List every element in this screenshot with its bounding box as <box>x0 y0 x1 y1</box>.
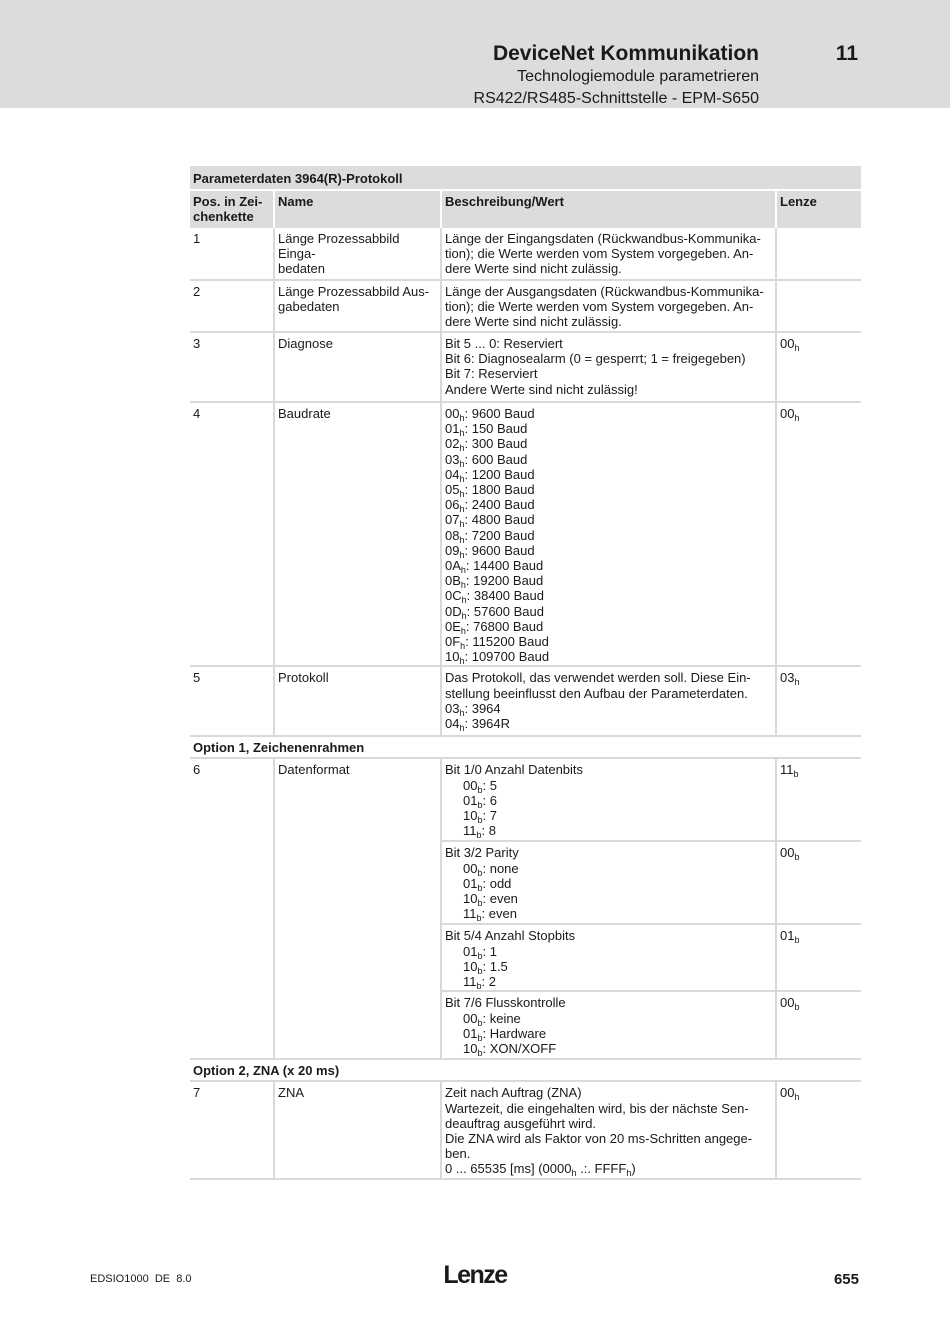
value-text: : 115200 Baud <box>465 634 549 650</box>
lenze-value-subscript: b <box>794 1002 800 1013</box>
value-item <box>445 1041 772 1059</box>
section-title: Technologiemodule parametrieren <box>517 68 759 85</box>
value-text: : 1 <box>482 943 497 959</box>
value-code: 11 <box>463 906 477 922</box>
section-label: Option 1, Zeichenenrahmen <box>190 736 861 758</box>
lenze-value: 00 <box>780 1085 795 1101</box>
value-code: 10 <box>463 958 478 974</box>
value-text: : odd <box>482 875 512 891</box>
value-code-subscript: h <box>460 641 466 652</box>
value-code: 04 <box>445 716 460 732</box>
value-item <box>445 467 772 482</box>
value-code: 10 <box>463 891 478 907</box>
chapter-title: DeviceNet Kommunikation <box>492 42 759 65</box>
value-code-subscript: b <box>477 965 483 976</box>
value-text: : even <box>482 891 518 907</box>
value-text: : 9600 Baud <box>464 542 535 558</box>
page-number: 655 <box>833 1271 859 1288</box>
range-subscript: h <box>571 1168 577 1179</box>
value-text: : 109700 Baud <box>464 649 550 665</box>
value-text: : 1800 Baud <box>464 482 535 498</box>
value-text: : 1200 Baud <box>464 466 535 482</box>
value-item <box>445 497 772 515</box>
lenze-logo <box>437 1262 513 1290</box>
cell-name <box>274 228 441 280</box>
value-code-subscript: h <box>459 458 465 469</box>
cell-pos: 4 <box>190 402 274 666</box>
section-label: Option 2, ZNA (x 20 ms) <box>190 1059 861 1081</box>
value-item <box>445 588 772 606</box>
lenze-value-subscript: h <box>794 1092 800 1103</box>
value-text: : none <box>482 860 519 876</box>
value-code-subscript: h <box>461 595 467 606</box>
value-item <box>445 891 772 909</box>
cell-text: gabedaten <box>278 299 340 315</box>
lenze-value-subscript: h <box>794 343 800 353</box>
value-text: : 2400 Baud <box>464 497 535 513</box>
value-code-subscript: h <box>459 504 465 515</box>
cell-description <box>441 1081 776 1179</box>
lenze-value: 00 <box>780 995 795 1011</box>
value-code: 0D <box>445 603 462 619</box>
value-code: 10 <box>463 808 478 824</box>
cell-pos: 6 <box>190 758 274 1059</box>
lenze-value: 00 <box>780 336 795 351</box>
cell-text: Die ZNA wird als Faktor von 20 ms-Schritten angege- <box>445 1131 753 1147</box>
cell-pos: 7 <box>190 1081 274 1179</box>
table-row <box>190 280 861 332</box>
table-caption-row <box>190 166 861 190</box>
value-text: : 7 <box>482 808 497 824</box>
value-item <box>445 436 772 454</box>
value-item <box>445 634 772 652</box>
value-code-subscript: b <box>476 981 482 992</box>
value-text: : 3964R <box>464 716 511 732</box>
value-code: 01 <box>463 943 478 959</box>
value-text: : 5 <box>482 777 497 793</box>
lenze-value: 11 <box>780 762 794 778</box>
value-item <box>445 876 772 891</box>
cell-text: Wartezeit, die eingehalten wird, bis der nächste Sen- <box>445 1100 749 1116</box>
cell-lenze <box>776 758 861 841</box>
value-code: 00 <box>463 777 478 793</box>
value-code-subscript: b <box>476 913 482 924</box>
cell-text: Bit 6: Diagnosealarm (0 = gesperrt; 1 = freigegeben) <box>445 351 746 367</box>
cell-lenze <box>776 332 861 402</box>
value-text: : 38400 Baud <box>466 588 544 604</box>
value-item <box>445 421 772 439</box>
value-code-subscript: h <box>459 473 465 484</box>
bit-field-title: Bit 1/0 Anzahl Datenbits <box>445 762 584 778</box>
cell-lenze <box>776 991 861 1059</box>
cell-text: stellung beeinflusst den Aufbau der Parameterdaten. <box>445 685 748 701</box>
value-item <box>445 528 772 543</box>
value-code-subscript: b <box>477 815 483 826</box>
value-text: : 9600 Baud <box>464 406 535 421</box>
subsection-title: RS422/RS485-Schnittstelle - EPM-S650 <box>473 90 759 107</box>
lenze-value-subscript: b <box>794 852 800 863</box>
cell-lenze <box>776 666 861 736</box>
value-code-subscript: h <box>459 707 465 718</box>
cell-text: Länge Prozessabbild Einga- <box>278 231 400 262</box>
value-code: 03 <box>445 451 460 467</box>
value-code: 01 <box>463 792 478 808</box>
value-item <box>445 716 772 734</box>
value-text: : 2 <box>481 974 496 990</box>
cell-text: dere Werte sind nicht zulässig. <box>445 261 622 277</box>
value-text: : 19200 Baud <box>465 573 544 589</box>
cell-description <box>441 991 776 1059</box>
value-code-subscript: h <box>460 625 466 636</box>
value-code: 0A <box>445 558 461 574</box>
value-code: 03 <box>445 700 460 716</box>
value-item <box>445 1026 772 1041</box>
range-text: 0 ... 65535 [ms] (0000 <box>445 1161 572 1177</box>
value-item <box>445 406 772 421</box>
bit-field-title: Bit 3/2 Parity <box>445 845 519 861</box>
cell-text: Bit 7: Reserviert <box>445 366 538 382</box>
value-code-subscript: h <box>459 656 465 667</box>
value-code-subscript: b <box>477 799 483 810</box>
value-code: 0F <box>445 634 461 650</box>
value-code-subscript: h <box>459 723 465 734</box>
value-text: : 7200 Baud <box>464 527 535 543</box>
value-item <box>445 604 772 619</box>
value-text: : XON/XOFF <box>482 1041 557 1057</box>
value-code: 00 <box>463 860 478 876</box>
table-row <box>190 666 861 736</box>
lenze-value-subscript: b <box>793 769 799 780</box>
lenze-value-subscript: h <box>794 677 800 688</box>
value-code: 10 <box>463 1041 478 1057</box>
value-item <box>445 543 772 558</box>
cell-description <box>441 280 776 332</box>
value-text: : 4800 Baud <box>464 512 535 528</box>
lenze-value-subscript: b <box>794 935 800 946</box>
value-item <box>445 944 772 959</box>
value-code-subscript: b <box>477 784 483 795</box>
lenze-value: 01 <box>780 928 795 944</box>
value-code: 05 <box>445 482 460 498</box>
value-code-subscript: h <box>459 549 465 560</box>
table-row <box>190 402 861 666</box>
value-code: 06 <box>445 497 460 513</box>
cell-pos: 1 <box>190 228 274 280</box>
cell-description <box>441 332 776 402</box>
value-code: 0C <box>445 588 462 604</box>
value-code-subscript: b <box>477 898 483 909</box>
value-code-subscript: h <box>459 413 465 423</box>
table-row <box>190 758 861 841</box>
value-text: : 14400 Baud <box>465 558 544 574</box>
value-text: : Hardware <box>482 1025 547 1041</box>
value-item <box>445 823 772 841</box>
cell-pos: 5 <box>190 666 274 736</box>
logo-text: Lenze <box>443 1262 507 1289</box>
value-item <box>445 808 772 826</box>
cell-lenze <box>776 280 861 332</box>
value-item <box>445 649 772 667</box>
parameter-table <box>190 166 861 1180</box>
cell-name: ZNA <box>274 1081 441 1179</box>
value-item <box>445 701 772 716</box>
column-header-name: Name <box>274 190 441 228</box>
cell-description <box>441 228 776 280</box>
table-row <box>190 228 861 280</box>
value-code-subscript: b <box>477 1017 483 1028</box>
value-code-subscript: h <box>460 580 466 591</box>
cell-lenze <box>776 841 861 924</box>
cell-text: Länge der Ausgangsdaten (Rückwandbus-Kommunika- <box>445 284 764 299</box>
value-text: : even <box>481 906 517 922</box>
value-code-subscript: h <box>459 489 465 500</box>
cell-text: Länge der Eingangsdaten (Rückwandbus-Kommunika- <box>445 231 761 246</box>
value-range <box>445 1161 772 1179</box>
value-code: 09 <box>445 542 460 558</box>
value-item <box>445 1011 772 1026</box>
value-item <box>445 959 772 974</box>
value-code-subscript: b <box>477 882 483 893</box>
cell-text: dere Werte sind nicht zulässig. <box>445 314 622 330</box>
cell-text: deauftrag ausgeführt wird. <box>445 1115 597 1131</box>
cell-name: Baudrate <box>274 402 441 666</box>
value-text: : 300 Baud <box>464 436 528 452</box>
value-code: 04 <box>445 466 460 482</box>
value-item <box>445 861 772 876</box>
table-section-row <box>190 1059 861 1081</box>
table-row <box>190 1081 861 1179</box>
value-code: 0E <box>445 618 461 634</box>
cell-description <box>441 924 776 991</box>
value-text: : 3964 <box>464 700 501 716</box>
value-code: 11 <box>463 823 477 839</box>
value-code: 0B <box>445 573 461 589</box>
cell-name: Protokoll <box>274 666 441 736</box>
lenze-value-subscript: h <box>794 413 800 423</box>
cell-description <box>441 841 776 924</box>
value-text: : 6 <box>482 792 497 808</box>
value-code-subscript: b <box>476 830 482 841</box>
lenze-value: 03 <box>780 670 795 686</box>
value-code: 00 <box>445 406 460 421</box>
value-item <box>445 558 772 576</box>
value-code-subscript: h <box>459 519 465 530</box>
value-code-subscript: h <box>461 610 467 621</box>
cell-name <box>274 280 441 332</box>
value-text: : keine <box>482 1010 521 1026</box>
value-text: : 1.5 <box>482 958 508 974</box>
value-text: : 8 <box>481 823 496 839</box>
value-item <box>445 482 772 500</box>
table-row <box>190 332 861 402</box>
cell-pos: 3 <box>190 332 274 402</box>
cell-lenze <box>776 1081 861 1179</box>
column-header-description: Beschreibung/Wert <box>441 190 776 228</box>
cell-name: Diagnose <box>274 332 441 402</box>
value-code-subscript: h <box>460 565 466 576</box>
cell-text: Das Protokoll, das verwendet werden soll. Diese Ein- <box>445 670 751 686</box>
value-item <box>445 906 772 924</box>
value-item <box>445 619 772 634</box>
cell-description <box>441 402 776 666</box>
cell-text: Bit 5 ... 0: Reserviert <box>445 336 563 351</box>
cell-lenze <box>776 924 861 991</box>
cell-text: Länge Prozessabbild Aus- <box>278 284 430 299</box>
value-code-subscript: b <box>477 1032 483 1043</box>
value-text: : 57600 Baud <box>466 603 544 619</box>
value-code: 01 <box>445 421 460 437</box>
chapter-number: 11 <box>835 42 858 65</box>
bit-field-title: Bit 5/4 Anzahl Stopbits <box>445 928 576 944</box>
value-code-subscript: b <box>477 1048 483 1059</box>
value-code: 02 <box>445 436 460 452</box>
value-code: 11 <box>463 974 477 990</box>
cell-name: Datenformat <box>274 758 441 1059</box>
value-code: 01 <box>463 875 478 891</box>
value-code-subscript: h <box>459 443 465 454</box>
table-header-row <box>190 190 861 228</box>
table-caption: Parameterdaten 3964(R)-Protokoll <box>190 166 861 190</box>
value-code-subscript: b <box>477 950 483 961</box>
value-item <box>445 974 772 992</box>
value-text: : 76800 Baud <box>465 618 544 634</box>
value-code: 01 <box>463 1025 478 1041</box>
cell-pos: 2 <box>190 280 274 332</box>
cell-text: Andere Werte sind nicht zulässig! <box>445 381 638 397</box>
cell-lenze <box>776 402 861 666</box>
value-code-subscript: b <box>477 867 483 878</box>
value-item <box>445 452 772 467</box>
value-item <box>445 512 772 530</box>
value-text: : 600 Baud <box>464 451 528 467</box>
document-id: EDSIO1000 DE 8.0 <box>90 1273 192 1285</box>
lenze-value: 00 <box>780 406 795 421</box>
range-text: .:. FFFF <box>576 1161 627 1177</box>
cell-text: tion); die Werte werden vom System vorgegeben. An- <box>445 246 754 262</box>
value-code-subscript: h <box>459 534 465 545</box>
column-header-lenze: Lenze <box>776 190 861 228</box>
cell-text: tion); die Werte werden vom System vorgegeben. An- <box>445 299 754 315</box>
value-code: 00 <box>463 1010 478 1026</box>
cell-text: Zeit nach Auftrag (ZNA) <box>445 1085 582 1101</box>
value-code: 07 <box>445 512 460 528</box>
cell-description <box>441 666 776 736</box>
value-text: : 150 Baud <box>464 421 528 437</box>
range-text: ) <box>631 1161 636 1177</box>
cell-text: bedaten <box>278 261 325 277</box>
range-subscript: h <box>626 1168 632 1179</box>
lenze-value: 00 <box>780 845 795 861</box>
cell-description <box>441 758 776 841</box>
cell-text: ben. <box>445 1146 471 1162</box>
value-item <box>445 778 772 793</box>
column-header-pos: Pos. in Zei- chenkette <box>190 190 274 228</box>
value-code: 10 <box>445 649 460 665</box>
value-code: 08 <box>445 527 460 543</box>
bit-field-title: Bit 7/6 Flusskontrolle <box>445 995 566 1011</box>
value-item <box>445 793 772 808</box>
value-item <box>445 573 772 591</box>
table-section-row <box>190 736 861 758</box>
cell-lenze <box>776 228 861 280</box>
value-code-subscript: h <box>459 428 465 439</box>
